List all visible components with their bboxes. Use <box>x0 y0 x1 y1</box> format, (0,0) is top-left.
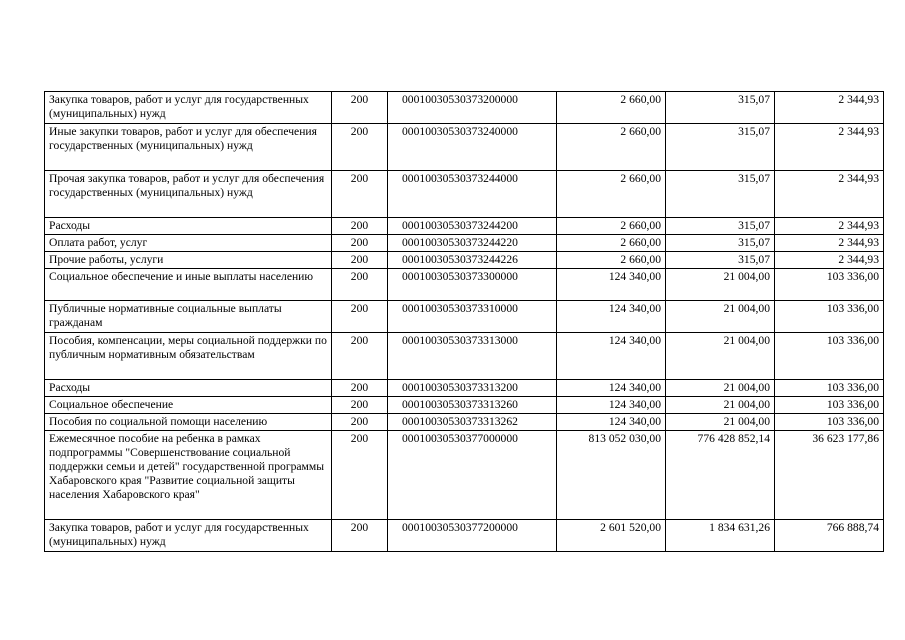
row-name-cell: Прочие работы, услуги <box>45 252 332 269</box>
row-code-cell: 200 <box>332 252 388 269</box>
row-remaining-cell: 2 344,93 <box>775 171 884 218</box>
row-code-cell: 200 <box>332 414 388 431</box>
row-code-cell: 200 <box>332 333 388 380</box>
row-code-cell: 200 <box>332 171 388 218</box>
table-row <box>45 380 884 397</box>
row-assigned-cell: 813 052 030,00 <box>557 431 666 520</box>
row-assigned-cell: 124 340,00 <box>557 380 666 397</box>
row-code-cell: 200 <box>332 397 388 414</box>
row-executed-cell: 21 004,00 <box>666 333 775 380</box>
row-remaining-cell: 103 336,00 <box>775 333 884 380</box>
table-row <box>45 301 884 333</box>
table-row <box>45 520 884 552</box>
row-remaining-cell: 103 336,00 <box>775 397 884 414</box>
row-name-cell: Оплата работ, услуг <box>45 235 332 252</box>
row-remaining-cell: 766 888,74 <box>775 520 884 552</box>
row-kbk-cell: 00010030530373200000 <box>388 92 557 124</box>
row-name-cell: Пособия, компенсации, меры социальной поддержки по публичным нормативным обязательствам <box>45 333 332 380</box>
row-executed-cell: 21 004,00 <box>666 269 775 301</box>
budget-execution-table <box>44 91 884 552</box>
row-assigned-cell: 124 340,00 <box>557 301 666 333</box>
row-executed-cell: 21 004,00 <box>666 397 775 414</box>
row-code-cell: 200 <box>332 235 388 252</box>
row-remaining-cell: 103 336,00 <box>775 414 884 431</box>
row-kbk-cell: 00010030530377200000 <box>388 520 557 552</box>
row-name-cell: Расходы <box>45 218 332 235</box>
row-executed-cell: 315,07 <box>666 218 775 235</box>
row-name-cell: Иные закупки товаров, работ и услуг для обеспечения государственных (муниципальных) нужд <box>45 124 332 171</box>
row-assigned-cell: 2 660,00 <box>557 252 666 269</box>
row-name-cell: Расходы <box>45 380 332 397</box>
row-executed-cell: 21 004,00 <box>666 380 775 397</box>
row-code-cell: 200 <box>332 218 388 235</box>
row-code-cell: 200 <box>332 520 388 552</box>
row-remaining-cell: 103 336,00 <box>775 301 884 333</box>
row-name-cell: Пособия по социальной помощи населению <box>45 414 332 431</box>
table-row <box>45 431 884 520</box>
table-row <box>45 124 884 171</box>
row-executed-cell: 315,07 <box>666 235 775 252</box>
row-executed-cell: 1 834 631,26 <box>666 520 775 552</box>
row-assigned-cell: 124 340,00 <box>557 397 666 414</box>
row-remaining-cell: 36 623 177,86 <box>775 431 884 520</box>
row-assigned-cell: 124 340,00 <box>557 414 666 431</box>
row-kbk-cell: 00010030530373244226 <box>388 252 557 269</box>
row-remaining-cell: 2 344,93 <box>775 92 884 124</box>
row-name-cell: Публичные нормативные социальные выплаты гражданам <box>45 301 332 333</box>
row-code-cell: 200 <box>332 124 388 171</box>
row-remaining-cell: 2 344,93 <box>775 124 884 171</box>
row-name-cell: Социальное обеспечение <box>45 397 332 414</box>
row-executed-cell: 315,07 <box>666 124 775 171</box>
row-remaining-cell: 2 344,93 <box>775 235 884 252</box>
row-executed-cell: 315,07 <box>666 252 775 269</box>
row-assigned-cell: 2 660,00 <box>557 124 666 171</box>
row-kbk-cell: 00010030530373313000 <box>388 333 557 380</box>
row-executed-cell: 315,07 <box>666 171 775 218</box>
table-row <box>45 235 884 252</box>
row-name-cell: Социальное обеспечение и иные выплаты населению <box>45 269 332 301</box>
row-executed-cell: 21 004,00 <box>666 414 775 431</box>
row-code-cell: 200 <box>332 431 388 520</box>
row-assigned-cell: 2 660,00 <box>557 218 666 235</box>
row-kbk-cell: 00010030530373244000 <box>388 171 557 218</box>
table-row <box>45 269 884 301</box>
row-assigned-cell: 124 340,00 <box>557 269 666 301</box>
table-row <box>45 333 884 380</box>
row-remaining-cell: 2 344,93 <box>775 252 884 269</box>
row-name-cell: Закупка товаров, работ и услуг для государственных (муниципальных) нужд <box>45 520 332 552</box>
table-row <box>45 414 884 431</box>
table-row <box>45 92 884 124</box>
row-code-cell: 200 <box>332 380 388 397</box>
row-name-cell: Прочая закупка товаров, работ и услуг для обеспечения государственных (муниципальных) нужд <box>45 171 332 218</box>
row-kbk-cell: 00010030530373313260 <box>388 397 557 414</box>
row-kbk-cell: 00010030530373240000 <box>388 124 557 171</box>
row-assigned-cell: 2 660,00 <box>557 235 666 252</box>
row-kbk-cell: 00010030530373313262 <box>388 414 557 431</box>
row-kbk-cell: 00010030530377000000 <box>388 431 557 520</box>
row-assigned-cell: 124 340,00 <box>557 333 666 380</box>
table-row <box>45 171 884 218</box>
row-assigned-cell: 2 660,00 <box>557 92 666 124</box>
row-executed-cell: 776 428 852,14 <box>666 431 775 520</box>
row-remaining-cell: 2 344,93 <box>775 218 884 235</box>
row-remaining-cell: 103 336,00 <box>775 380 884 397</box>
row-remaining-cell: 103 336,00 <box>775 269 884 301</box>
table-row <box>45 397 884 414</box>
row-kbk-cell: 00010030530373313200 <box>388 380 557 397</box>
table-row <box>45 218 884 235</box>
row-code-cell: 200 <box>332 269 388 301</box>
row-name-cell: Закупка товаров, работ и услуг для государственных (муниципальных) нужд <box>45 92 332 124</box>
row-code-cell: 200 <box>332 301 388 333</box>
row-assigned-cell: 2 601 520,00 <box>557 520 666 552</box>
row-kbk-cell: 00010030530373300000 <box>388 269 557 301</box>
row-code-cell: 200 <box>332 92 388 124</box>
row-executed-cell: 21 004,00 <box>666 301 775 333</box>
table-row <box>45 252 884 269</box>
row-kbk-cell: 00010030530373310000 <box>388 301 557 333</box>
row-assigned-cell: 2 660,00 <box>557 171 666 218</box>
row-kbk-cell: 00010030530373244220 <box>388 235 557 252</box>
row-executed-cell: 315,07 <box>666 92 775 124</box>
row-kbk-cell: 00010030530373244200 <box>388 218 557 235</box>
row-name-cell: Ежемесячное пособие на ребенка в рамках подпрограммы "Совершенствование социальной поддержки семьи и детей" государственной программы Хабаровского края "Развитие социальной защиты населения Хабаровского края" <box>45 431 332 520</box>
